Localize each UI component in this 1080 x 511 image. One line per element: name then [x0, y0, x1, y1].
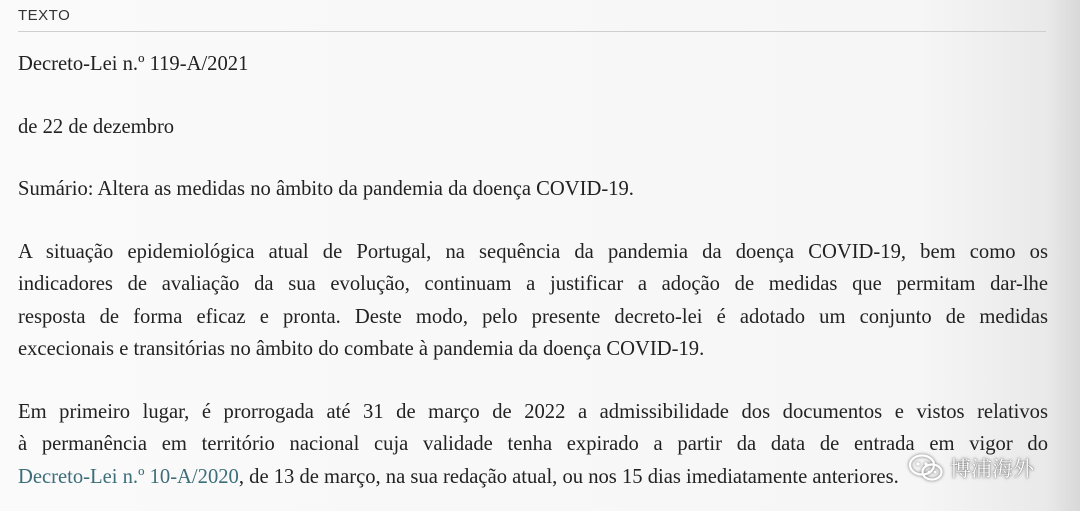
paragraph-1	[18, 236, 1048, 366]
watermark-text: 博浦海外	[950, 457, 1034, 481]
paragraph-1-line: A situação epidemiológica atual de Portugal, na sequência da pandemia da doença COVID-19, bem como os	[18, 240, 1048, 263]
paragraph-1-line: indicadores de avaliação da sua evolução, continuam a justificar a adoção de medidas que permitam dar-lhe	[18, 273, 1048, 295]
decree-summary: Sumário: Altera as medidas no âmbito da pandemia da doença COVID-19.	[18, 178, 634, 200]
document-body	[18, 48, 1048, 511]
paragraph-2-tail: , de 13 de março, na sua redação atual, ou nos 15 dias imediatamente anteriores.	[238, 465, 899, 488]
paragraph-2	[18, 396, 1048, 494]
paragraph-1-line: resposta de forma eficaz e pronta. Deste modo, pelo presente decreto-lei é adotado um conjunto de medidas	[18, 305, 1048, 328]
decree-date: de 22 de dezembro	[18, 115, 175, 138]
decree-link[interactable]: Decreto-Lei n.º 10-A/2020	[18, 465, 239, 488]
section-header	[18, 5, 1046, 32]
paragraph-2-line	[18, 461, 1048, 494]
decree-title: Decreto-Lei n.º 119-A/2021	[18, 53, 249, 75]
section-label: TEXTO	[18, 7, 71, 24]
paragraph-1-line: excecionais e transitórias no âmbito do combate à pandemia da doença COVID-19.	[18, 338, 705, 360]
paragraph-2-line: Em primeiro lugar, é prorrogada até 31 de março de 2022 a admissibilidade dos documentos e vistos relativos	[18, 400, 1048, 423]
paragraph-2-line: à permanência em território nacional cuja validade tenha expirado a partir da data de entrada em vigor do	[18, 433, 1048, 455]
watermark	[908, 450, 1058, 486]
chat-bubbles-icon	[908, 453, 944, 483]
